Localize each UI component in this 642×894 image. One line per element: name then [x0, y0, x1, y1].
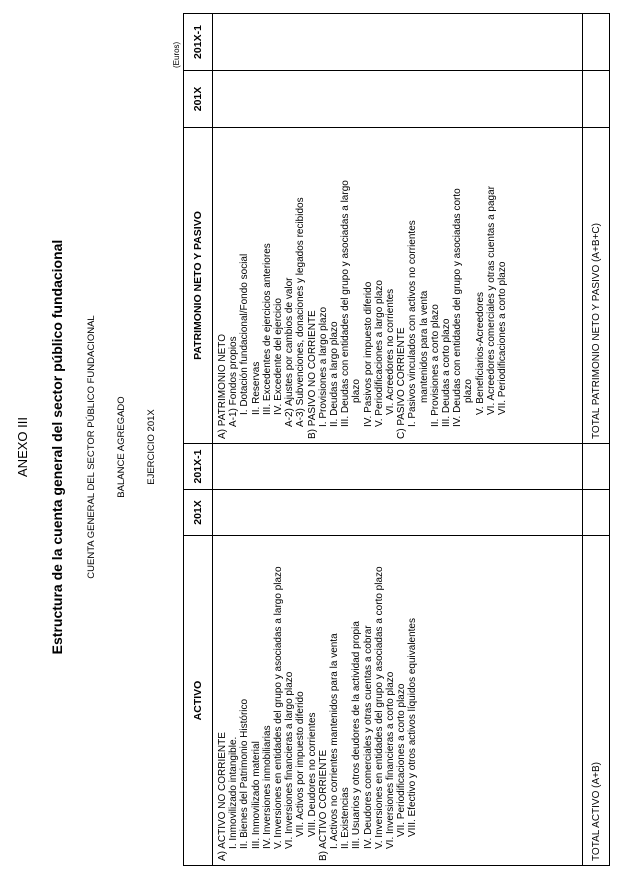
activo-line-item: II. Bienes del Patrimonio Histórico — [239, 698, 251, 849]
activo-line-item: VI. Inversiones financieras a corto plazo — [385, 671, 397, 849]
pasivo-line-item: II. Reservas — [250, 361, 262, 415]
total-activo-year — [583, 490, 610, 536]
activo-prev-year-values — [213, 444, 583, 490]
activo-line-item: IV. Inversiones inmobiliarias — [261, 725, 273, 849]
activo-line-item: VII. Periodificaciones a corto plazo — [396, 683, 408, 837]
activo-year-header: 201X — [184, 490, 213, 536]
pasivo-line-item: III. Excedentes de ejercicios anteriores — [261, 243, 273, 415]
activo-line-item: I. Activos no corrientes mantenidos para la venta — [329, 633, 341, 849]
activo-line-item: VIII. Efectivo y otros activos líquidos equivalentes — [407, 618, 419, 837]
pasivo-line-item: VII. Periodificaciones a corto plazo — [497, 261, 509, 415]
pasivo-line-item: II. Provisiones a corto plazo — [429, 304, 441, 427]
pasivo-line-item: A-1) Fondos propios — [228, 336, 240, 427]
balance-table — [183, 13, 610, 866]
pasivo-line-item: I. Provisiones a largo plazo — [317, 306, 329, 427]
activo-line-item: VI. Inversiones financieras a largo plazo — [284, 671, 296, 849]
pasivo-line-item: A) PATRIMONIO NETO — [217, 333, 228, 439]
document-title: Estructura de la cuenta general del sector público fundacional — [49, 239, 65, 655]
activo-line-item: I. Inmovilizado intangible. — [228, 736, 240, 849]
pasivo-line-item: I. Dotación fundacional/Fondo social — [239, 253, 251, 415]
activo-line-item: IV. Deudores comerciales y otras cuentas a cobrar — [362, 625, 374, 849]
subtitle-general-account: CUENTA GENERAL DEL SECTOR PÚBLICO FUNDACIONAL — [86, 315, 97, 579]
total-pasivo-year — [583, 71, 610, 128]
totals-row — [583, 14, 610, 866]
activo-items — [213, 536, 583, 866]
activo-line-item: B) ACTIVO CORRIENTE — [317, 749, 329, 861]
pasivo-line-item: III. Deudas a corto plazo — [441, 318, 453, 427]
table-header-row — [184, 14, 213, 866]
activo-line-item: V. Inversiones en entidades del grupo y asociadas a largo plazo — [273, 566, 285, 849]
activo-line-item: A) ACTIVO NO CORRIENTE — [217, 732, 228, 861]
total-activo-prev-year — [583, 444, 610, 490]
table-body-row — [213, 14, 583, 866]
pasivo-line-item: IV. Pasivos por impuesto diferido — [362, 281, 374, 427]
activo-year-values — [213, 490, 583, 536]
pasivo-year-header: 201X — [184, 71, 213, 128]
pasivo-line-item: III. Deudas con entidades del grupo y asociadas a largo — [340, 180, 352, 427]
total-activo: TOTAL ACTIVO (A+B) — [583, 536, 610, 866]
pasivo-line-item: B) PASIVO NO CORRIENTE — [306, 310, 318, 439]
pasivo-line-item: plazo — [463, 379, 475, 403]
activo-line-item: III. Usuarios y otros deudores de la actividad propia — [351, 621, 363, 849]
pasivo-line-item: V. Periodificaciones a largo plazo — [373, 280, 385, 427]
pasivo-items — [213, 128, 583, 444]
pasivo-prev-year-header: 201X-1 — [184, 14, 213, 71]
pasivo-line-item: II. Deudas a largo plazo — [329, 321, 341, 427]
pasivo-year-values — [213, 71, 583, 128]
pasivo-line-item: VI. Acreedores no corrientes — [385, 288, 397, 415]
annex-label: ANEXO III — [15, 417, 30, 477]
activo-line-item: VII. Activos por impuesto diferido — [295, 691, 307, 837]
pasivo-line-item: I. Pasivos vinculados con activos no corrientes — [407, 220, 419, 427]
activo-line-item: V. Inversiones en entidades del grupo y asociadas a corto plazo — [373, 566, 385, 849]
pasivo-prev-year-values — [213, 14, 583, 71]
subtitle-exercise: EJERCICIO 201X — [146, 409, 157, 485]
subtitle-balance: BALANCE AGREGADO — [116, 396, 127, 498]
pasivo-header: PATRIMONIO NETO Y PASIVO — [184, 128, 213, 444]
activo-header: ACTIVO — [184, 536, 213, 866]
units-label: (Euros) — [172, 41, 181, 68]
pasivo-line-item: plazo — [351, 379, 363, 403]
total-pasivo-prev-year — [583, 14, 610, 71]
activo-line-item: II. Existencias — [340, 787, 352, 849]
pasivo-line-item: VI. Acreedores comerciales y otras cuentas a pagar — [485, 185, 497, 415]
pasivo-line-item: IV. Excedente del ejercicio — [273, 298, 285, 415]
pasivo-line-item: A-3) Subvenciones, donaciones y legados recibidos — [295, 197, 307, 427]
pasivo-line-item: C) PASIVO CORRIENTE — [396, 327, 408, 439]
activo-line-item: III. Inmovilizado material — [250, 741, 262, 849]
pasivo-line-item: IV. Deudas con entidades del grupo y asociadas corto — [452, 188, 464, 427]
activo-prev-year-header: 201X-1 — [184, 444, 213, 490]
pasivo-line-item: A-2) Ajustes por cambios de valor — [284, 277, 296, 427]
pasivo-line-item: V. Beneficiarios-Acreedores — [474, 291, 486, 415]
total-pasivo: TOTAL PATRIMONIO NETO Y PASIVO (A+B+C) — [583, 128, 610, 444]
pasivo-line-item: mantenidos para la venta — [418, 290, 430, 403]
activo-line-item: VIII. Deudores no corrientes — [306, 712, 318, 837]
